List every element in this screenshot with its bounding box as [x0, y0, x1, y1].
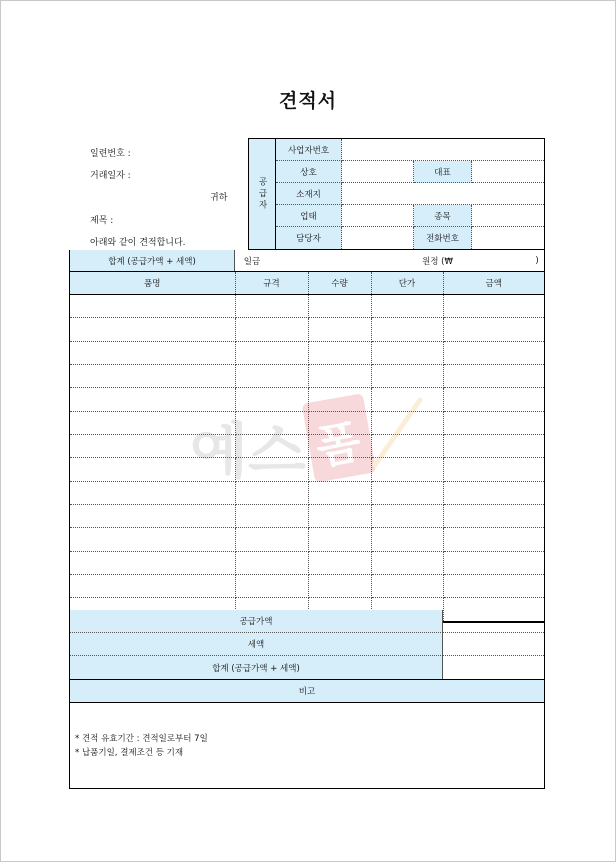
grand-total-label: 합계 (공급가액 + 세액) [70, 656, 443, 679]
unit-price-cell[interactable] [371, 505, 443, 528]
supplier-side-label: 공급자 [249, 139, 276, 249]
spec-cell[interactable] [235, 435, 308, 458]
unit-price-cell[interactable] [371, 458, 443, 481]
total-amount-bar [69, 250, 545, 272]
quantity-cell[interactable] [308, 388, 371, 411]
quantity-cell[interactable] [308, 318, 371, 341]
table-row [70, 505, 544, 528]
amount-cell[interactable] [443, 528, 544, 551]
quantity-cell[interactable] [308, 575, 371, 598]
quantity-cell[interactable] [308, 365, 371, 388]
amount-cell[interactable] [443, 295, 544, 318]
quantity-cell[interactable] [308, 481, 371, 504]
won-label: 원정 (₩ [422, 256, 453, 267]
label-phone: 전화번호 [414, 227, 472, 249]
tax-label: 세액 [70, 633, 443, 656]
quantity-cell[interactable] [308, 505, 371, 528]
item-name-cell[interactable] [70, 318, 235, 341]
phone-value[interactable] [472, 227, 544, 249]
business-type-value[interactable] [342, 205, 414, 227]
table-row [70, 435, 544, 458]
amount-cell[interactable] [443, 318, 544, 341]
column-header-quantity: 수량 [308, 272, 371, 295]
table-row [70, 388, 544, 411]
spec-cell[interactable] [235, 505, 308, 528]
amount-cell[interactable] [443, 435, 544, 458]
spec-cell[interactable] [235, 365, 308, 388]
item-name-cell[interactable] [70, 388, 235, 411]
label-registration-number: 사업자번호 [276, 139, 342, 161]
spec-cell[interactable] [235, 388, 308, 411]
amount-cell[interactable] [443, 551, 544, 574]
item-name-cell[interactable] [70, 341, 235, 364]
tax-value[interactable] [443, 633, 544, 656]
unit-price-cell[interactable] [371, 575, 443, 598]
item-name-cell[interactable] [70, 481, 235, 504]
quantity-cell[interactable] [308, 341, 371, 364]
grand-total-row [70, 656, 544, 679]
items-table [69, 272, 545, 623]
amount-cell[interactable] [443, 505, 544, 528]
label-representative: 대표 [414, 161, 472, 183]
amount-cell[interactable] [443, 458, 544, 481]
spec-cell[interactable] [235, 318, 308, 341]
address-value[interactable] [342, 183, 544, 205]
item-name-cell[interactable] [70, 458, 235, 481]
subject-label: 제목 : [90, 216, 114, 226]
spec-cell[interactable] [235, 341, 308, 364]
supply-amount-row [70, 610, 544, 633]
quote-statement: 아래와 같이 견적합니다. [90, 238, 186, 248]
watermark-form-glyph: 폼 [311, 413, 365, 475]
item-name-cell[interactable] [70, 505, 235, 528]
column-header-unit-price: 단가 [371, 272, 443, 295]
label-manager: 담당자 [276, 227, 342, 249]
table-row [70, 318, 544, 341]
registration-number-value[interactable] [342, 139, 544, 161]
supplier-block [248, 138, 545, 250]
item-name-cell[interactable] [70, 295, 235, 318]
amount-in-words-value[interactable] [270, 250, 395, 271]
amount-cell[interactable] [443, 365, 544, 388]
note-validity: * 견적 유효기간 : 견적일로부터 7일 [75, 734, 208, 744]
unit-price-cell[interactable] [371, 528, 443, 551]
item-name-cell[interactable] [70, 411, 235, 434]
document-title: 견적서 [278, 90, 338, 112]
table-row [70, 551, 544, 574]
label-business-type: 업태 [276, 205, 342, 227]
column-header-amount: 금액 [443, 272, 544, 295]
spec-cell[interactable] [235, 458, 308, 481]
unit-price-cell[interactable] [371, 551, 443, 574]
table-row [70, 481, 544, 504]
table-row [70, 341, 544, 364]
table-row [70, 458, 544, 481]
spec-cell[interactable] [235, 295, 308, 318]
table-row [70, 295, 544, 318]
serial-number-label: 일련번호 : [90, 149, 131, 159]
supply-amount-value[interactable] [443, 610, 544, 633]
unit-price-cell[interactable] [371, 411, 443, 434]
spec-cell[interactable] [235, 551, 308, 574]
amount-cell[interactable] [443, 575, 544, 598]
unit-price-cell[interactable] [371, 318, 443, 341]
quantity-cell[interactable] [308, 528, 371, 551]
unit-price-cell[interactable] [371, 365, 443, 388]
company-name-value[interactable] [342, 161, 414, 183]
remarks-area[interactable] [69, 703, 545, 789]
business-category-value[interactable] [472, 205, 544, 227]
amount-cell[interactable] [443, 388, 544, 411]
spec-cell[interactable] [235, 575, 308, 598]
item-name-cell[interactable] [70, 575, 235, 598]
unit-price-cell[interactable] [371, 435, 443, 458]
table-row [70, 411, 544, 434]
spec-cell[interactable] [235, 481, 308, 504]
quantity-cell[interactable] [308, 295, 371, 318]
supply-amount-label: 공급가액 [70, 610, 443, 633]
unit-price-cell[interactable] [371, 481, 443, 504]
unit-price-cell[interactable] [371, 341, 443, 364]
total-amount-label: 합계 (공급가액 + 세액) [70, 250, 235, 271]
remarks-header: 비고 [70, 679, 544, 702]
amount-cell[interactable] [443, 411, 544, 434]
items-header-row [70, 272, 544, 295]
table-row [70, 365, 544, 388]
item-name-cell[interactable] [70, 365, 235, 388]
tax-row [70, 633, 544, 656]
table-row [70, 528, 544, 551]
manager-value[interactable] [342, 227, 414, 249]
spec-cell[interactable] [235, 528, 308, 551]
amount-close-paren: ) [535, 255, 539, 266]
amount-cell[interactable] [443, 481, 544, 504]
item-name-cell[interactable] [70, 435, 235, 458]
column-header-item-name: 품명 [70, 272, 235, 295]
spec-cell[interactable] [235, 411, 308, 434]
watermark-text: 예스 [190, 417, 306, 487]
label-address: 소재지 [276, 183, 342, 205]
unit-price-cell[interactable] [371, 388, 443, 411]
label-business-category: 종목 [414, 205, 472, 227]
column-header-spec: 규격 [235, 272, 308, 295]
quantity-cell[interactable] [308, 458, 371, 481]
amount-cell[interactable] [443, 341, 544, 364]
amount-in-words-label: 일금 [243, 256, 261, 267]
amount-numeric-value[interactable] [480, 250, 535, 271]
quantity-cell[interactable] [308, 411, 371, 434]
label-company-name: 상호 [276, 161, 342, 183]
quantity-cell[interactable] [308, 435, 371, 458]
item-name-cell[interactable] [70, 551, 235, 574]
unit-price-cell[interactable] [371, 295, 443, 318]
item-name-cell[interactable] [70, 528, 235, 551]
recipient-honorific: 귀하 [210, 193, 228, 203]
table-row [70, 575, 544, 598]
totals-block [69, 610, 545, 703]
representative-value[interactable] [472, 161, 544, 183]
quantity-cell[interactable] [308, 551, 371, 574]
transaction-date-label: 거래일자 : [90, 171, 131, 181]
grand-total-value[interactable] [443, 656, 544, 679]
note-delivery-terms: * 납품기일, 결제조건 등 기재 [75, 748, 184, 758]
